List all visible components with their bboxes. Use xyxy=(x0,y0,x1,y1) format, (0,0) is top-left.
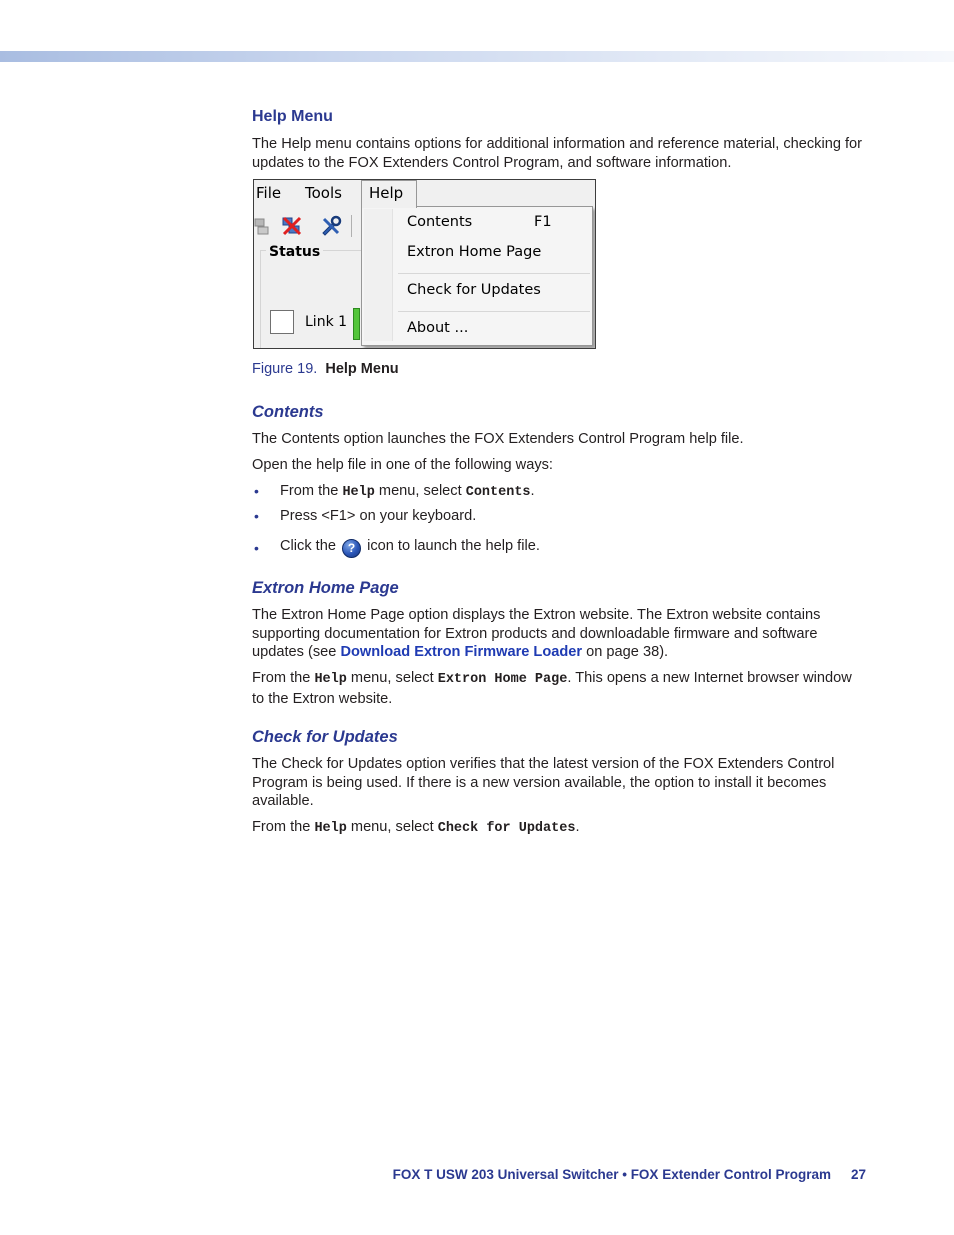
tools-icon[interactable] xyxy=(320,215,342,237)
link-status-indicator xyxy=(353,308,360,340)
figure-caption xyxy=(252,361,399,377)
menu-bar xyxy=(254,180,595,206)
help-menu-screenshot xyxy=(253,179,596,349)
code-help: Help xyxy=(314,821,347,836)
header-band xyxy=(0,51,954,62)
home-page-heading: Extron Home Page xyxy=(252,579,399,597)
help-question-icon: ? xyxy=(342,539,361,558)
menu-file[interactable]: File xyxy=(256,184,282,202)
code-help: Help xyxy=(342,485,375,500)
link-1-checkbox[interactable] xyxy=(270,310,294,334)
menu-separator xyxy=(398,273,590,274)
menu-item-check-for-updates[interactable]: Check for Updates xyxy=(407,282,541,298)
check-updates-paragraph-2: From the Help menu, select Check for Updates. xyxy=(252,819,580,836)
list-item: • Press <F1> on your keyboard. xyxy=(254,508,477,524)
menu-help-label: Help xyxy=(369,184,404,202)
bullet-icon: • xyxy=(254,508,259,524)
contents-paragraph-2: Open the help file in one of the following ways: xyxy=(252,457,553,473)
help-menu-heading: Help Menu xyxy=(252,108,333,125)
menu-tools[interactable]: Tools xyxy=(305,184,342,202)
contents-paragraph-1: The Contents option launches the FOX Extenders Control Program help file. xyxy=(252,431,744,447)
menu-item-about[interactable]: About ... xyxy=(407,320,469,336)
status-label: Status xyxy=(266,244,323,260)
check-updates-paragraph-1: The Check for Updates option verifies that the latest version of the FOX Extenders Control Program is being used. If there is a new version available, the option to install it becomes available. xyxy=(252,756,835,809)
list-item: • Click the ? icon to launch the help file. xyxy=(254,538,540,556)
figure-title: Help Menu xyxy=(325,361,399,377)
bullet-icon: • xyxy=(254,540,259,556)
connect-icon[interactable] xyxy=(253,215,274,237)
code-check-for-updates: Check for Updates xyxy=(437,821,576,836)
firmware-loader-link[interactable]: Download Extron Firmware Loader xyxy=(340,644,583,660)
code-contents: Contents xyxy=(465,485,531,500)
page-footer xyxy=(393,1167,866,1182)
home-page-paragraph-1: The Extron Home Page option displays the Extron website. The Extron website contains supporting documentation for Extron products and downloadable firmware and software updates (see Download Extron Firmware Loader on page 38). xyxy=(252,607,821,660)
menu-help[interactable] xyxy=(361,180,417,208)
home-page-paragraph-2: From the Help menu, select Extron Home Page. This opens a new Internet browser window to the Extron website. xyxy=(252,670,852,707)
link-1-label: Link 1 xyxy=(305,314,348,330)
disconnect-icon[interactable] xyxy=(281,215,303,237)
menu-separator xyxy=(398,311,590,312)
figure-number: Figure 19. xyxy=(252,361,318,377)
menu-item-contents-shortcut: F1 xyxy=(534,214,552,230)
footer-title: FOX T USW 203 Universal Switcher • FOX Extender Control Program xyxy=(392,1167,831,1182)
code-extron-home-page: Extron Home Page xyxy=(437,672,568,687)
menu-icon-gutter xyxy=(364,209,393,341)
code-help: Help xyxy=(314,672,347,687)
list-item: • From the Help menu, select Contents. xyxy=(254,483,535,500)
check-updates-heading: Check for Updates xyxy=(252,728,398,746)
contents-heading: Contents xyxy=(252,403,324,421)
menu-item-contents[interactable]: Contents xyxy=(407,214,473,230)
menu-item-extron-home-page[interactable]: Extron Home Page xyxy=(407,244,542,260)
bullet-icon: • xyxy=(254,483,259,499)
page-number: 27 xyxy=(850,1167,866,1182)
toolbar-divider xyxy=(351,215,352,237)
help-dropdown-menu xyxy=(361,206,593,346)
help-menu-intro: The Help menu contains options for additional information and reference material, checking for updates to the FOX Extenders Control Program, and software information. xyxy=(252,136,863,171)
